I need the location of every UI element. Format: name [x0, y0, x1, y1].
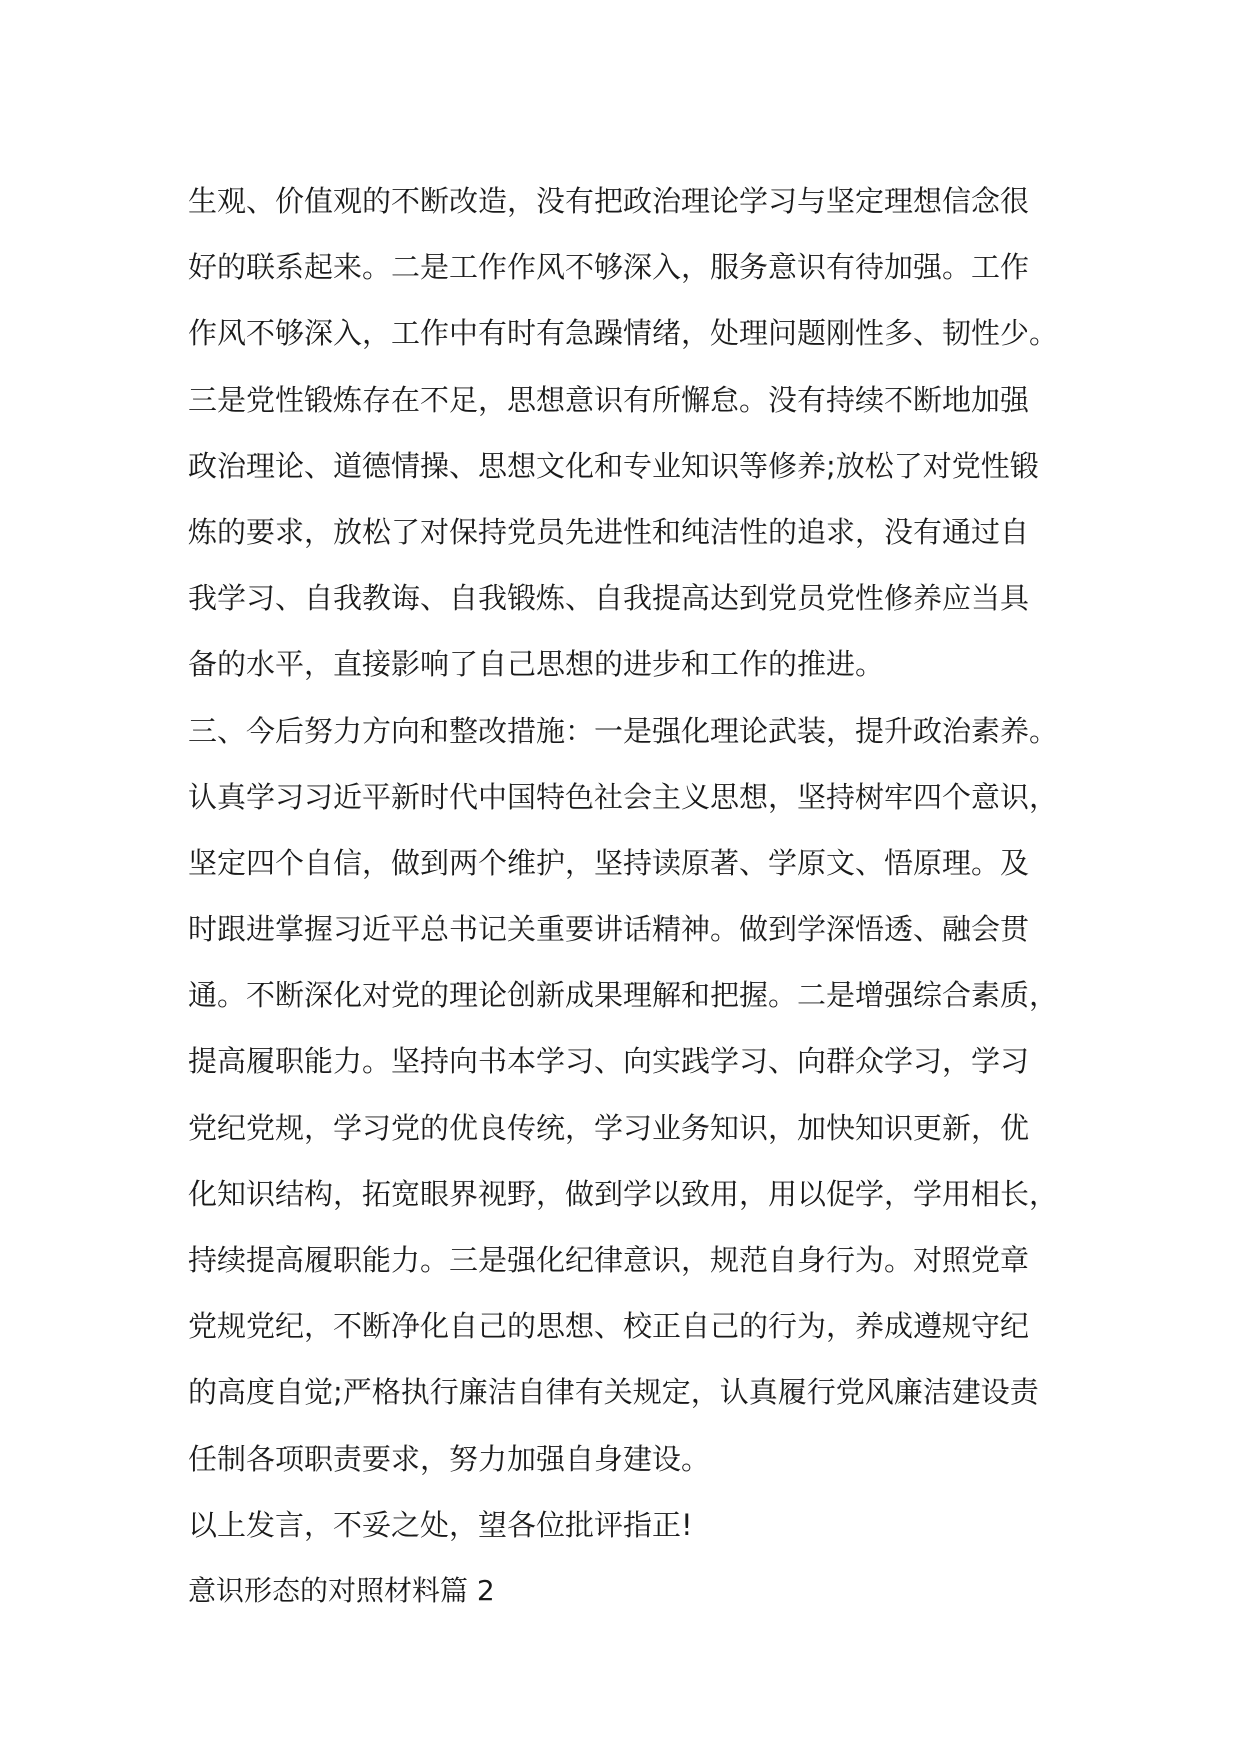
text-line: 作风不够深入，工作中有时有急躁情绪，处理问题刚性多、韧性少。 — [188, 316, 1059, 351]
text-line: 通。不断深化对党的理论创新成果理解和把握。二是增强综合素质， — [188, 978, 1059, 1013]
text-line: 提高履职能力。坚持向书本学习、向实践学习、向群众学习，学习 — [188, 1044, 1030, 1079]
text-line: 党规党纪，不断净化自己的思想、校正自己的行为，养成遵规守纪 — [188, 1309, 1030, 1344]
document-body — [188, 168, 1088, 1624]
closing-line: 以上发言，不妥之处，望各位批评指正! — [188, 1507, 693, 1542]
text-line: 三是党性锻炼存在不足，思想意识有所懈怠。没有持续不断地加强 — [188, 382, 1030, 417]
text-line: 备的水平，直接影响了自己思想的进步和工作的推进。 — [188, 647, 885, 682]
text-line: 任制各项职责要求，努力加强自身建设。 — [188, 1441, 711, 1476]
text-line: 炼的要求，放松了对保持党员先进性和纯洁性的追求，没有通过自 — [188, 514, 1030, 549]
text-line: 生观、价值观的不断改造，没有把政治理论学习与坚定理想信念很 — [188, 184, 1030, 218]
text-line: 党纪党规，学习党的优良传统，学习业务知识，加快知识更新，优 — [188, 1110, 1030, 1145]
text-line: 我学习、自我教诲、自我锻炼、自我提高达到党员党性修养应当具 — [188, 581, 1030, 616]
text-line: 化知识结构，拓宽眼界视野，做到学以致用，用以促学，学用相长， — [188, 1176, 1059, 1211]
text-line: 持续提高履职能力。三是强化纪律意识，规范自身行为。对照党章 — [188, 1243, 1030, 1277]
text-line: 的高度自觉;严格执行廉洁自律有关规定，认真履行党风廉洁建设责 — [188, 1375, 1039, 1410]
text-line: 好的联系起来。二是工作作风不够深入，服务意识有待加强。工作 — [188, 250, 1030, 285]
text-line: 坚定四个自信，做到两个维护，坚持读原著、学原文、悟原理。及 — [188, 845, 1030, 880]
section-heading: 意识形态的对照材料篇 2 — [188, 1573, 495, 1607]
text-line: 三、今后努力方向和整改措施：一是强化理论武装，提升政治素养。 — [188, 713, 1059, 748]
text-line: 时跟进掌握习近平总书记关重要讲话精神。做到学深悟透、融会贯 — [188, 912, 1030, 947]
text-line: 政治理论、道德情操、思想文化和专业知识等修养;放松了对党性锻 — [188, 448, 1039, 483]
text-line: 认真学习习近平新时代中国特色社会主义思想，坚持树牢四个意识， — [188, 779, 1059, 814]
